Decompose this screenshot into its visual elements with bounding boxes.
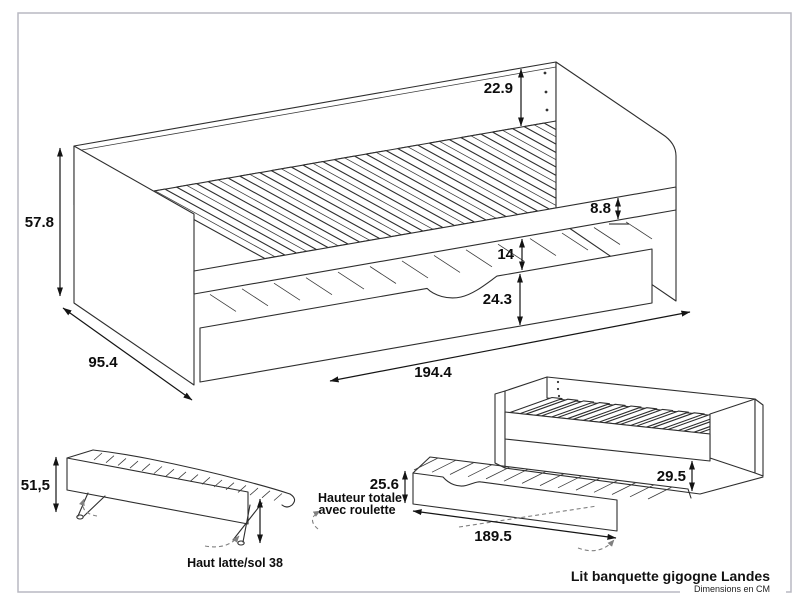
right-foot xyxy=(238,541,244,545)
main-bed-drawing xyxy=(74,62,676,385)
dim-length-label: 194.4 xyxy=(414,364,452,381)
legs-view-panel xyxy=(67,458,248,524)
dim-trundle-front-label: 24.3 xyxy=(482,291,512,308)
screw-hole xyxy=(546,109,549,112)
leg-fold-motion-arrow xyxy=(205,536,239,547)
trundle-height-caption-line2: avec roulette xyxy=(318,503,396,517)
title-block xyxy=(571,568,786,595)
left-foot xyxy=(77,515,83,519)
dim-depth-label: 95.4 xyxy=(88,354,118,371)
pullout-motion-arrow xyxy=(578,540,614,551)
dim-gap-label: 14 xyxy=(497,246,514,263)
platform-end-bracket xyxy=(282,494,295,507)
dim-trundle-total-height-label: 25.6 xyxy=(369,476,399,493)
units-note: Dimensions en CM xyxy=(693,584,770,594)
screw-hole xyxy=(544,72,547,75)
screw-hole xyxy=(557,381,559,383)
trundle-pullout-drawing xyxy=(312,377,763,551)
leg-fold-motion-arrow xyxy=(83,499,97,516)
screw-hole xyxy=(558,395,560,397)
dim-trundle-length-label: 189.5 xyxy=(474,528,512,545)
screw-hole xyxy=(545,91,548,94)
dim-clearance-label: 29.5 xyxy=(656,468,686,485)
drawing-title: Lit banquette gigogne Landes xyxy=(570,568,770,584)
pullout-trundle-front xyxy=(413,473,617,531)
dim-legs-height-label: 51,5 xyxy=(20,477,50,494)
dim-backrest-label: 22.9 xyxy=(483,80,513,97)
dim-rail-height-label: 8.8 xyxy=(590,200,611,217)
screw-hole xyxy=(557,388,559,390)
folded-legs-drawing xyxy=(21,450,295,570)
dim-total-height-label: 57.8 xyxy=(24,214,54,231)
small-bed-right-panel-outer xyxy=(755,399,763,476)
trundle-height-caption-line1: Hauteur totale xyxy=(317,491,403,505)
legs-view-caption: Haut latte/sol 38 xyxy=(187,556,283,570)
small-bed-left-panel xyxy=(495,391,505,468)
